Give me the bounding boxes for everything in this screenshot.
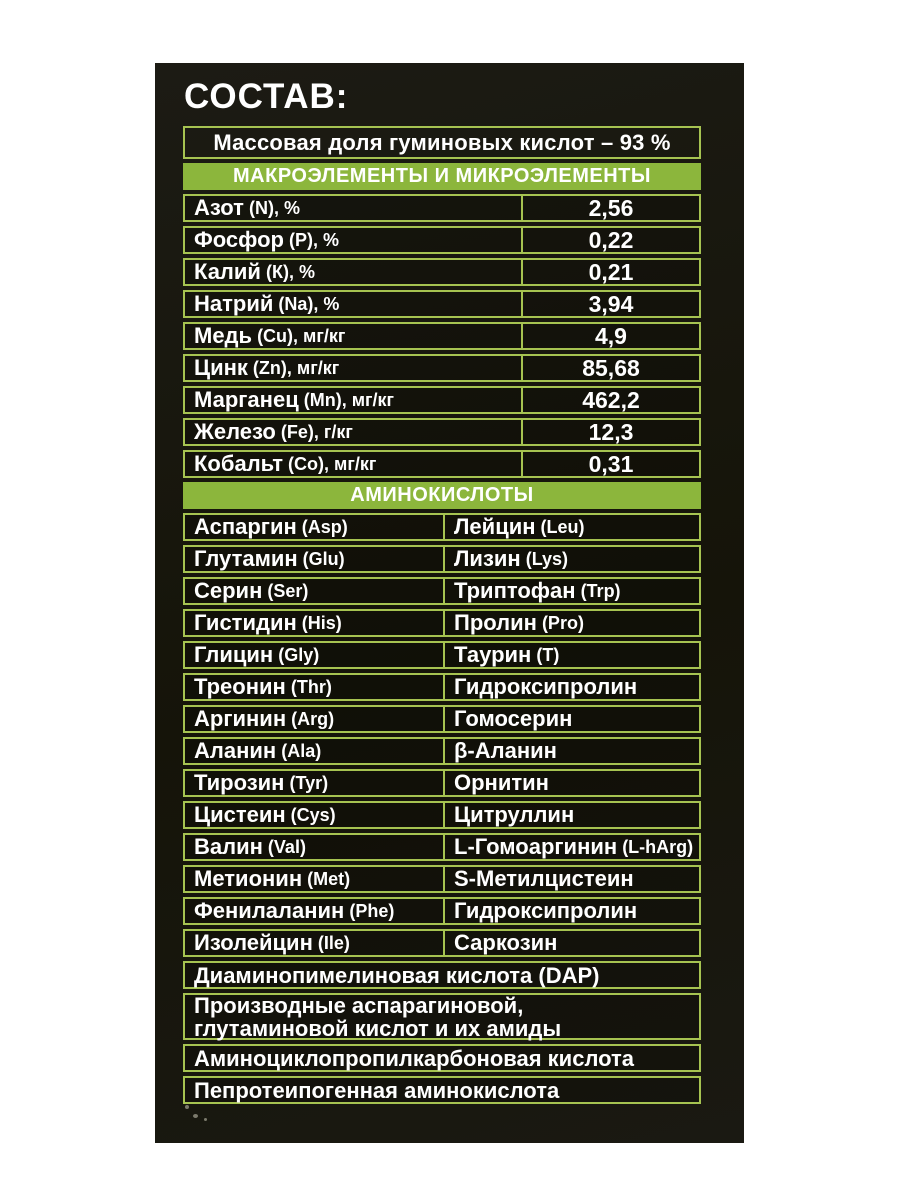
amino-cell-right — [443, 707, 699, 731]
item-detail: (T) — [536, 644, 560, 665]
element-row — [183, 290, 701, 318]
element-row — [183, 354, 701, 382]
item-detail: (Ile) — [317, 932, 350, 953]
item-detail: (His) — [301, 612, 342, 633]
amino-cell-right — [443, 867, 699, 891]
amino-row — [183, 833, 701, 861]
dust-speck — [193, 1114, 198, 1118]
amino-cell-left — [185, 643, 443, 667]
amino-cell-left — [185, 867, 443, 891]
amino-row — [183, 641, 701, 669]
item-detail: (Trp) — [580, 580, 621, 601]
amino-rows — [183, 513, 701, 957]
item-detail: (Lys) — [525, 548, 569, 569]
element-row — [183, 386, 701, 414]
mass-fraction-text: Массовая доля гуминовых кислот – 93 % — [213, 129, 671, 155]
amino-cell-right — [443, 675, 699, 699]
amino-cell-left — [185, 835, 443, 859]
item-detail: (Zn), мг/кг — [252, 357, 340, 378]
composition-line: глутаминовой кислот и их амиды — [194, 1015, 562, 1041]
package-panel — [155, 63, 744, 1143]
amino-row — [183, 897, 701, 925]
item-name: Аланин — [194, 738, 277, 763]
element-label — [185, 228, 521, 252]
amino-cell-left — [185, 899, 443, 923]
item-detail: (Cu), мг/кг — [257, 325, 346, 346]
amino-cell-right — [443, 931, 699, 955]
item-name: Натрий — [194, 291, 274, 316]
element-row — [183, 258, 701, 286]
value-text: 4,9 — [595, 322, 627, 349]
amino-cell-right — [443, 835, 699, 859]
composition-row — [183, 1044, 701, 1072]
amino-cell-left — [185, 579, 443, 603]
composition-title: СОСТАВ: — [184, 77, 349, 116]
amino-cell-right — [443, 899, 699, 923]
element-value — [521, 260, 699, 284]
elements-rows — [183, 194, 701, 478]
amino-cell-left — [185, 675, 443, 699]
elements-header-text: МАКРОЭЛЕМЕНТЫ И МИКРОЭЛЕМЕНТЫ — [233, 165, 651, 187]
composition-line: Производные аспарагиновой, — [194, 992, 524, 1018]
item-name: β-Аланин — [454, 738, 557, 763]
element-label — [185, 356, 521, 380]
item-name: Цитруллин — [454, 802, 575, 827]
value-text: 462,2 — [582, 386, 640, 413]
item-name: Таурин — [454, 642, 532, 667]
amino-row — [183, 673, 701, 701]
item-detail: (К), % — [265, 261, 315, 282]
item-detail: (Glu) — [302, 548, 345, 569]
element-value — [521, 356, 699, 380]
item-detail: (Met) — [307, 868, 351, 889]
amino-row — [183, 577, 701, 605]
item-name: Медь — [194, 323, 253, 348]
element-value — [521, 420, 699, 444]
element-label — [185, 260, 521, 284]
amino-row — [183, 801, 701, 829]
item-detail: (Val) — [267, 836, 306, 857]
amino-cell-left — [185, 611, 443, 635]
composition-line: Диаминопимелиновая кислота (DAP) — [194, 962, 600, 988]
amino-cell-left — [185, 707, 443, 731]
amino-cell-left — [185, 739, 443, 763]
amino-header-bar — [183, 482, 701, 509]
item-name: Глицин — [194, 642, 274, 667]
item-name: Аргинин — [194, 706, 287, 731]
item-name: Азот — [194, 195, 244, 220]
value-text: 12,3 — [588, 418, 634, 445]
item-name: Валин — [194, 834, 263, 859]
item-name: Цинк — [194, 355, 248, 380]
element-row — [183, 194, 701, 222]
item-name: Аспаргин — [194, 514, 297, 539]
element-value — [521, 324, 699, 348]
amino-cell-left — [185, 771, 443, 795]
item-name: Марганец — [194, 387, 299, 412]
elements-header-bar — [183, 163, 701, 190]
composition-line: Аминоциклопропилкарбоновая кислота — [194, 1045, 635, 1071]
element-row — [183, 450, 701, 478]
amino-row — [183, 705, 701, 733]
item-name: Саркозин — [454, 930, 558, 955]
composition-row — [183, 961, 701, 989]
amino-full-rows — [183, 961, 701, 1104]
item-detail: (P), % — [289, 229, 340, 250]
item-name: Тирозин — [194, 770, 285, 795]
amino-row — [183, 545, 701, 573]
mass-fraction-box — [183, 126, 701, 159]
item-detail: (Thr) — [290, 676, 332, 697]
dust-speck — [185, 1105, 189, 1109]
item-name: Лизин — [454, 546, 521, 571]
value-text: 3,94 — [588, 290, 634, 317]
amino-cell-right — [443, 515, 699, 539]
item-name: Гидроксипролин — [454, 898, 638, 923]
composition-line: Пепротеипогенная аминокислота — [194, 1077, 560, 1103]
amino-cell-right — [443, 739, 699, 763]
amino-cell-right — [443, 771, 699, 795]
amino-cell-right — [443, 547, 699, 571]
element-value — [521, 388, 699, 412]
amino-row — [183, 929, 701, 957]
element-value — [521, 292, 699, 316]
element-label — [185, 324, 521, 348]
item-detail: (Tyr) — [289, 772, 329, 793]
element-label — [185, 388, 521, 412]
element-value — [521, 228, 699, 252]
element-row — [183, 322, 701, 350]
amino-row — [183, 737, 701, 765]
item-name: Лейцин — [454, 514, 536, 539]
item-name: Цистеин — [194, 802, 286, 827]
item-detail: (L-hArg) — [622, 836, 694, 857]
item-name: Изолейцин — [194, 930, 313, 955]
item-name: S-Метилцистеин — [454, 866, 634, 891]
item-name: Орнитин — [454, 770, 549, 795]
item-name: Фенилаланин — [194, 898, 345, 923]
amino-cell-left — [185, 547, 443, 571]
item-name: Пролин — [454, 610, 537, 635]
element-value — [521, 196, 699, 220]
dust-speck — [204, 1118, 207, 1121]
item-detail: (Na), % — [278, 293, 340, 314]
item-name: Серин — [194, 578, 263, 603]
item-detail: (Cys) — [290, 804, 336, 825]
item-detail: (Leu) — [540, 516, 585, 537]
item-name: Метионин — [194, 866, 303, 891]
amino-row — [183, 609, 701, 637]
item-name: Гистидин — [194, 610, 297, 635]
item-name: Триптофан — [454, 578, 576, 603]
composition-row — [183, 1076, 701, 1104]
element-label — [185, 452, 521, 476]
element-label — [185, 196, 521, 220]
amino-row — [183, 865, 701, 893]
item-name: Гомосерин — [454, 706, 573, 731]
amino-header-text: АМИНОКИСЛОТЫ — [350, 484, 534, 506]
value-text: 0,31 — [588, 450, 634, 477]
amino-row — [183, 513, 701, 541]
item-detail: (Arg) — [291, 708, 335, 729]
element-label — [185, 420, 521, 444]
item-name: Глутамин — [194, 546, 298, 571]
amino-cell-left — [185, 515, 443, 539]
amino-cell-left — [185, 803, 443, 827]
item-detail: (Fe), г/кг — [280, 421, 353, 442]
amino-cell-left — [185, 931, 443, 955]
item-detail: (Ser) — [267, 580, 309, 601]
item-name: Треонин — [194, 674, 286, 699]
value-text: 0,22 — [588, 226, 634, 253]
amino-cell-right — [443, 803, 699, 827]
item-detail: (Mn), мг/кг — [303, 389, 395, 410]
element-row — [183, 418, 701, 446]
amino-cell-right — [443, 643, 699, 667]
item-detail: (Phe) — [349, 900, 395, 921]
item-detail: (Asp) — [301, 516, 348, 537]
item-name: Калий — [194, 259, 261, 284]
item-name: Кобальт — [194, 451, 284, 476]
item-name: Фосфор — [194, 227, 284, 252]
item-detail: (Ala) — [281, 740, 322, 761]
item-detail: (Gly) — [278, 644, 320, 665]
item-name: L-Гомоаргинин — [454, 834, 618, 859]
composition-row — [183, 993, 701, 1040]
item-name: Гидроксипролин — [454, 674, 638, 699]
value-text: 0,21 — [588, 258, 634, 285]
amino-cell-right — [443, 611, 699, 635]
element-value — [521, 452, 699, 476]
value-text: 85,68 — [582, 354, 640, 381]
element-label — [185, 292, 521, 316]
item-detail: (Pro) — [541, 612, 584, 633]
element-row — [183, 226, 701, 254]
amino-row — [183, 769, 701, 797]
label-content — [183, 75, 701, 1108]
item-name: Железо — [194, 419, 276, 444]
item-detail: (N), % — [248, 197, 300, 218]
amino-cell-right — [443, 579, 699, 603]
item-detail: (Co), мг/кг — [288, 453, 377, 474]
value-text: 2,56 — [588, 194, 634, 221]
